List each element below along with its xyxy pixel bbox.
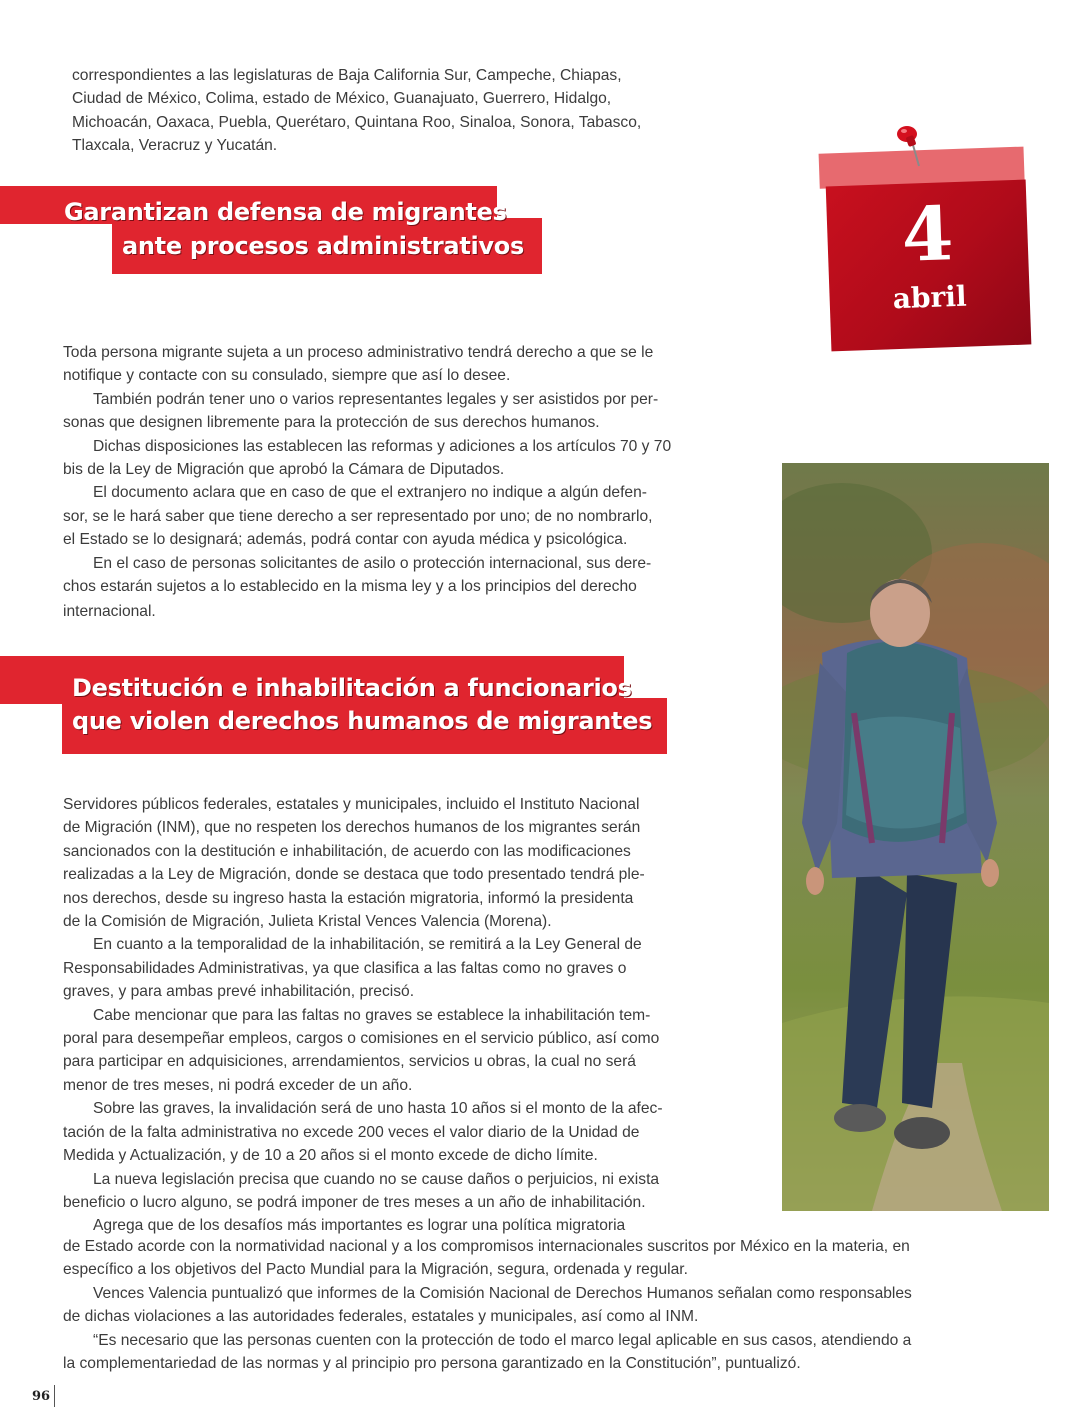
text-line: Responsabilidades Administrativas, ya que clasifica a las faltas como no graves o (63, 959, 627, 977)
text-line: sancionados con la destitución e inhabilitación, de acuerdo con las modificaciones (63, 842, 631, 860)
text-line: tación de la falta administrativa no excede 200 veces el valor diario de la Unidad de (63, 1123, 640, 1141)
hiker-illustration (782, 463, 1049, 1211)
text-line: nos derechos, desde su ingreso hasta la estación migratoria, informó la presidenta (63, 889, 634, 907)
text-line: Toda persona migrante sujeta a un proceso administrativo tendrá derecho a que se le (63, 344, 654, 361)
text-line: poral para desempeñar empleos, cargos o comisiones en el servicio público, así como (63, 1030, 660, 1048)
text-line: graves, y para ambas prevé inhabilitación, precisó. (63, 983, 415, 1001)
text-line: la complementariedad de las normas y al principio pro persona garantizado en la Constitución”, puntualizó. (63, 1355, 801, 1373)
text-line: de la Comisión de Migración, Julieta Kristal Vences Valencia (Morena). (63, 913, 552, 931)
text-line: El documento aclara que en caso de que el extranjero no indique a algún defen- (93, 484, 647, 502)
text-line: de dichas violaciones a las autoridades federales, estatales y municipales, así como al INM. (63, 1308, 699, 1326)
text-line: Dichas disposiciones las establecen las reformas y adiciones a los artículos 70 y 70 (93, 437, 672, 455)
section2-body-wide (63, 1235, 1053, 1375)
hiker-photo (782, 463, 1049, 1211)
text-line: sor, se le hará saber que tiene derecho a ser representado por uno; de no nombrarlo, (63, 507, 653, 525)
section2-body (63, 793, 753, 1238)
text-line: Ciudad de México, Colima, estado de México, Guanajuato, Guerrero, Hidalgo, (72, 90, 612, 108)
section1-title-line1: Garantizan defensa de migrantes (64, 198, 507, 226)
calendar-page (826, 180, 1032, 352)
text-line: específico a los objetivos del Pacto Mundial para la Migración, segura, ordenada y regular. (63, 1261, 688, 1279)
text-line: Sobre las graves, la invalidación será de uno hasta 10 años si el monto de la afec- (93, 1100, 663, 1118)
text-line: bis de la Ley de Migración que aprobó la Cámara de Diputados. (63, 461, 505, 479)
pushpin-icon (893, 124, 933, 170)
text-line: Cabe mencionar que para las faltas no graves se establece la inhabilitación tem- (93, 1006, 651, 1024)
text-line: el Estado se lo designará; además, podrá contar con ayuda médica y psicológica. (63, 531, 628, 549)
text-line: internacional. (63, 603, 156, 621)
section2-title-line2: que violen derechos humanos de migrantes (72, 707, 653, 735)
text-line: de Migración (INM), que no respeten los derechos humanos de los migrantes serán (63, 819, 641, 837)
text-line: para participar en adquisiciones, arrendamientos, servicios u obras, la cual no será (63, 1053, 636, 1071)
page-number: 96 (32, 1389, 51, 1404)
text-line: Agrega que de los desafíos más importantes es lograr una política migratoria (93, 1217, 626, 1235)
text-line: notifique y contacte con su consulado, siempre que así lo desee. (63, 367, 511, 385)
text-line: beneficio o lucro alguno, se podrá imponer de tres meses a un año de inhabilitación. (63, 1193, 646, 1211)
section1-body (63, 341, 753, 624)
section2-title-line1: Destitución e inhabilitación a funcionarios (72, 674, 632, 702)
text-line: Michoacán, Oaxaca, Puebla, Querétaro, Quintana Roo, Sinaloa, Sonora, Tabasco, (72, 113, 642, 131)
page-number-divider (54, 1385, 55, 1407)
section1-title-line2: ante procesos administrativos (122, 232, 524, 260)
text-line: chos estarán sujetos a lo establecido en la misma ley y a los principios del derecho (63, 578, 637, 596)
text-line: Vences Valencia puntualizó que informes de la Comisión Nacional de Derechos Humanos señalan como responsables (93, 1284, 912, 1302)
text-line: Servidores públicos federales, estatales y municipales, incluido el Instituto Nacional (63, 796, 640, 813)
text-line: En el caso de personas solicitantes de asilo o protección internacional, sus dere- (93, 554, 652, 572)
text-line: “Es necesario que las personas cuenten con la protección de todo el marco legal aplicable en sus casos, atendiendo a (93, 1331, 912, 1349)
text-line: de Estado acorde con la normatividad nacional y a los compromisos internacionales suscritos por México en la materia, en (63, 1238, 910, 1255)
calendar-month: abril (892, 279, 968, 316)
text-line: Tlaxcala, Veracruz y Yucatán. (72, 137, 278, 155)
text-line: menor de tres meses, ni podrá exceder de un año. (63, 1076, 413, 1094)
text-line: sonas que designen libremente para la protección de sus derechos humanos. (63, 414, 600, 432)
text-line: La nueva legislación precisa que cuando no se cause daños o perjuicios, ni exista (93, 1170, 660, 1188)
calendar-graphic (819, 146, 1036, 353)
text-line: Medida y Actualización, y de 10 a 20 años si el monto excede de dicho límite. (63, 1147, 598, 1165)
calendar-day: 4 (900, 191, 955, 279)
text-line: realizadas a la Ley de Migración, donde se destaca que todo presentado tendrá ple- (63, 866, 645, 884)
text-line: correspondientes a las legislaturas de Baja California Sur, Campeche, Chiapas, (72, 67, 622, 84)
text-line: En cuanto a la temporalidad de la inhabilitación, se remitirá a la Ley General de (93, 936, 642, 954)
intro-paragraph (72, 64, 762, 158)
text-line: También podrán tener uno o varios representantes legales y ser asistidos por per- (93, 390, 659, 408)
